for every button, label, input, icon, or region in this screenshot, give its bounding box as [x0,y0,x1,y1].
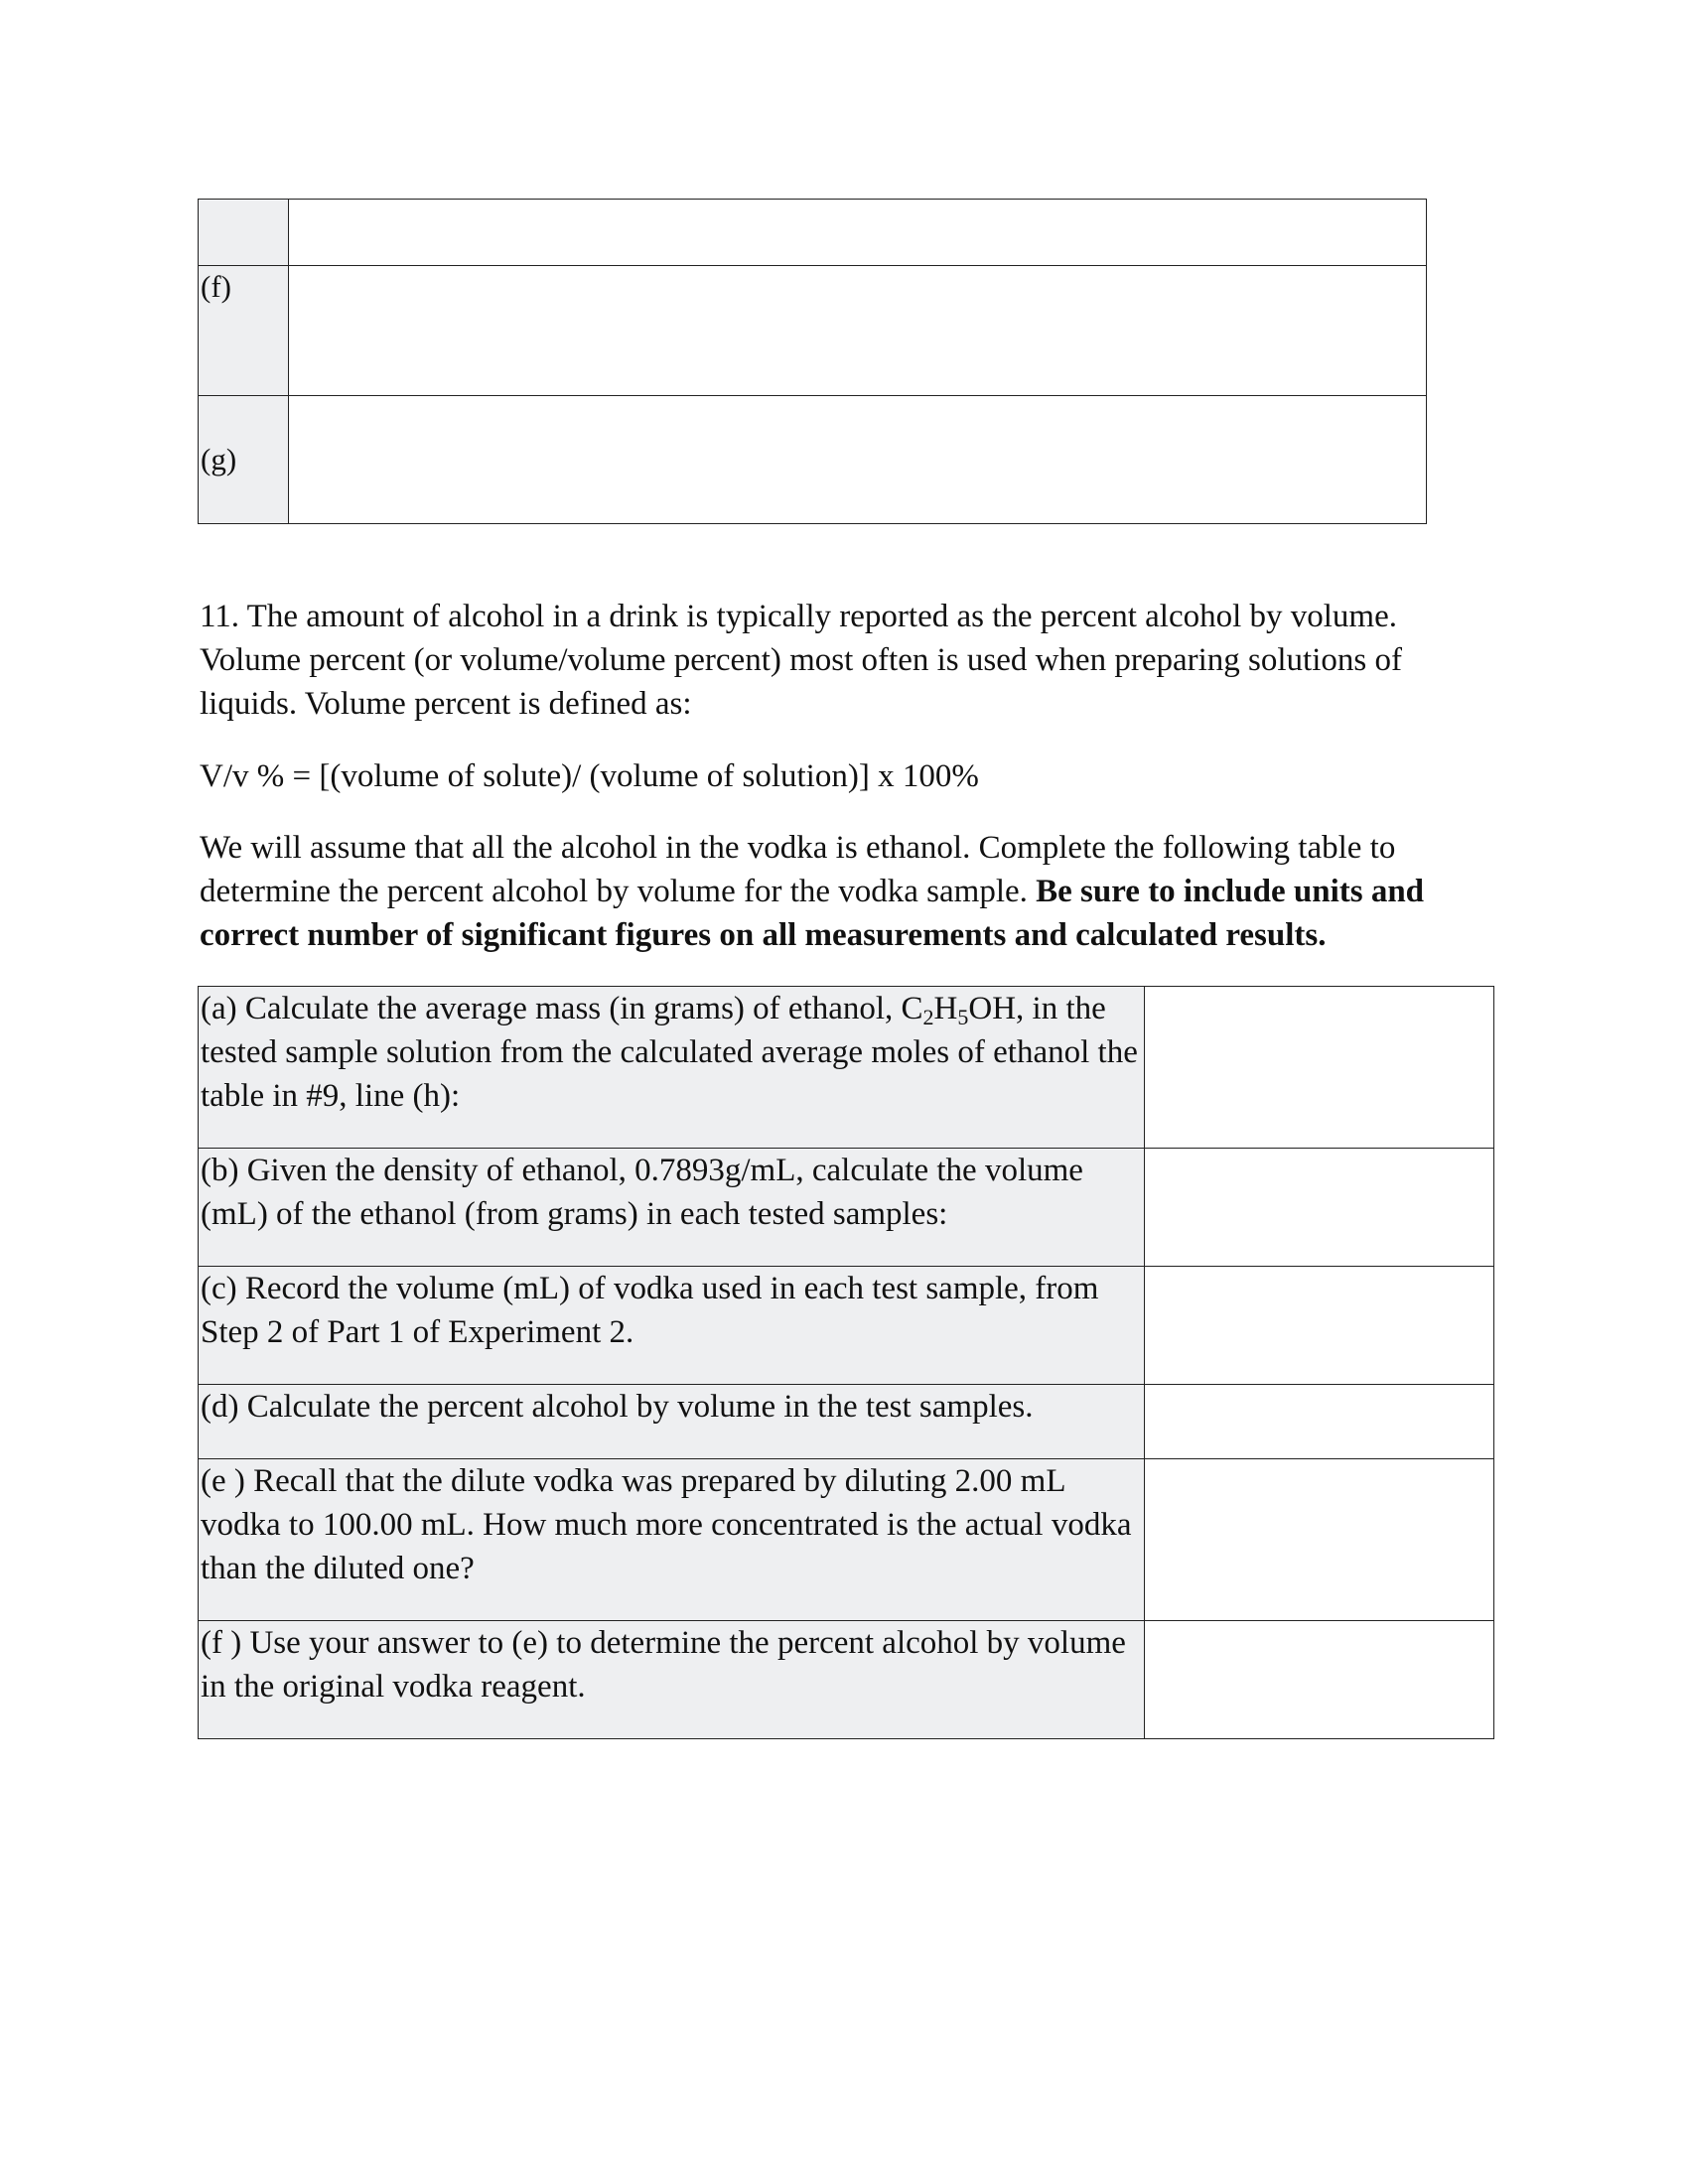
q-a-text-2: H [933,991,958,1026]
table-row [199,396,1427,524]
table-row [199,987,1494,1149]
q-a-sub-2: 5 [957,1005,969,1029]
row-label [199,200,289,266]
table-row [199,1621,1494,1739]
q-a-text-1: (a) Calculate the average mass (in grams) of ethanol, C [201,991,923,1026]
answer-cell-a[interactable] [1145,987,1494,1149]
instruction-bold-text: Be sure to include units and correct number of significant figures on all measurements and calculated results. [200,874,1425,953]
table-row [199,1267,1494,1385]
row-label-g: (g) [199,396,289,524]
answer-cell-f-calc[interactable] [1145,1621,1494,1739]
question-cell-c: (c) Record the volume (mL) of vodka used in each test sample, from Step 2 of Part 1 of Experiment 2. [199,1267,1145,1385]
answer-cell-e[interactable] [1145,1459,1494,1621]
table-row [199,1149,1494,1267]
table-row [199,200,1427,266]
answer-cell-b[interactable] [1145,1149,1494,1267]
question-cell-a [199,987,1145,1149]
volume-percent-formula: V/v % = [(volume of solute)/ (volume of solution)] x 100% [200,758,979,794]
percent-alcohol-table [198,986,1494,1739]
answer-cell-g[interactable] [289,396,1427,524]
answer-cell-f[interactable] [289,266,1427,396]
answer-cell[interactable] [289,200,1427,266]
question-cell-e: (e ) Recall that the dilute vodka was prepared by diluting 2.00 mL vodka to 100.00 mL. How much more concentrated is the actual vodka than the diluted one? [199,1459,1145,1621]
q-a-sub-1: 2 [922,1005,934,1029]
answer-cell-d[interactable] [1145,1385,1494,1459]
question-cell-f: (f ) Use your answer to (e) to determine the percent alcohol by volume in the original vodka reagent. [199,1621,1145,1739]
answer-table-continued [198,199,1427,524]
question-cell-b: (b) Given the density of ethanol, 0.7893g/mL, calculate the volume (mL) of the ethanol (from grams) in each tested samples: [199,1149,1145,1267]
q-a-text-3: OH, in the tested sample solution from the calculated average moles of ethanol the table in #9, line (h): [201,991,1138,1114]
table-row [199,1459,1494,1621]
instruction-text: We will assume that all the alcohol in the vodka is ethanol. Complete the following table to determine the percent alcohol by volume for the vodka sample. [200,830,1396,909]
question-cell-d: (d) Calculate the percent alcohol by volume in the test samples. [199,1385,1145,1459]
question-11-instructions [200,826,1451,957]
question-11-intro: 11. The amount of alcohol in a drink is typically reported as the percent alcohol by volume. Volume percent (or volume/volume percent) most often is used when preparing solutions of liquids. Volume percent is defined as: [200,599,1402,722]
answer-cell-c[interactable] [1145,1267,1494,1385]
table-row [199,1385,1494,1459]
row-label-f: (f) [199,266,289,396]
table-row [199,266,1427,396]
